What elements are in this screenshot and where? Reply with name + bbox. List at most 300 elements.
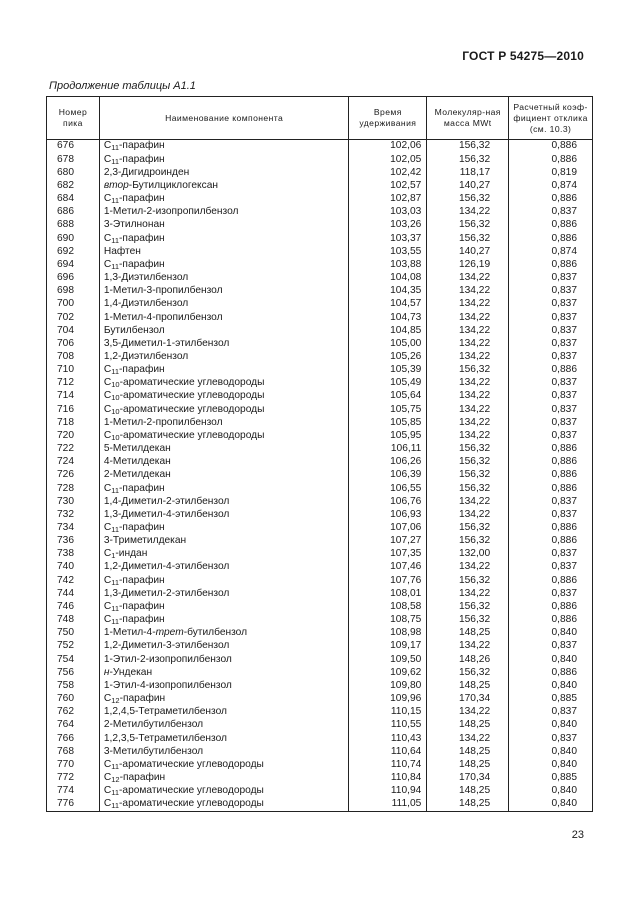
table-body bbox=[47, 140, 593, 812]
retention-time-cell: 106,26 bbox=[349, 456, 427, 469]
component-name-cell: $C_{11}$-парафин bbox=[99, 574, 349, 587]
response-factor-cell: 0,837 bbox=[509, 285, 593, 298]
molecular-weight-cell: 134,22 bbox=[427, 272, 509, 285]
component-name-cell: 1,2-Диметил-3-этилбензол bbox=[99, 640, 349, 653]
molecular-weight-cell: 134,22 bbox=[427, 587, 509, 600]
response-factor-cell: 0,840 bbox=[509, 627, 593, 640]
table-row bbox=[47, 179, 593, 192]
retention-time-cell: 102,05 bbox=[349, 153, 427, 166]
response-factor-cell: 0,886 bbox=[509, 522, 593, 535]
retention-time-cell: 106,39 bbox=[349, 469, 427, 482]
component-name-cell: 1-Этил-4-изопропилбензол bbox=[99, 679, 349, 692]
peak-number-cell: 714 bbox=[47, 390, 100, 403]
peak-number-cell: 756 bbox=[47, 666, 100, 679]
retention-time-cell: 105,49 bbox=[349, 377, 427, 390]
retention-time-cell: 106,55 bbox=[349, 482, 427, 495]
response-factor-cell: 0,837 bbox=[509, 390, 593, 403]
component-name-cell: 3-Метилбутилбензол bbox=[99, 745, 349, 758]
table-row bbox=[47, 535, 593, 548]
response-factor-cell: 0,886 bbox=[509, 456, 593, 469]
component-name-cell: 1-Метил-2-пропилбензол bbox=[99, 416, 349, 429]
peak-number-cell: 744 bbox=[47, 587, 100, 600]
peak-number-cell: 762 bbox=[47, 706, 100, 719]
molecular-weight-cell: 156,32 bbox=[427, 232, 509, 245]
col-header-response-factor: Расчетный коэф-фициент отклика (см. 10.3) bbox=[509, 97, 593, 140]
component-name-cell: $C_{12}$-парафин bbox=[99, 693, 349, 706]
retention-time-cell: 109,80 bbox=[349, 679, 427, 692]
component-name-cell: 1-Метил-4-трет-бутилбензол bbox=[99, 627, 349, 640]
peak-number-cell: 680 bbox=[47, 166, 100, 179]
retention-time-cell: 102,42 bbox=[349, 166, 427, 179]
response-factor-cell: 0,886 bbox=[509, 469, 593, 482]
component-name-cell: $C_{11}$-ароматические углеводороды bbox=[99, 785, 349, 798]
response-factor-cell: 0,886 bbox=[509, 443, 593, 456]
table-row bbox=[47, 153, 593, 166]
table-row bbox=[47, 258, 593, 271]
retention-time-cell: 109,62 bbox=[349, 666, 427, 679]
peak-number-cell: 720 bbox=[47, 429, 100, 442]
retention-time-cell: 110,43 bbox=[349, 732, 427, 745]
peak-number-cell: 678 bbox=[47, 153, 100, 166]
peak-number-cell: 766 bbox=[47, 732, 100, 745]
table-row bbox=[47, 324, 593, 337]
table-row bbox=[47, 587, 593, 600]
table-row bbox=[47, 429, 593, 442]
response-factor-cell: 0,837 bbox=[509, 732, 593, 745]
retention-time-cell: 106,11 bbox=[349, 443, 427, 456]
table-row bbox=[47, 377, 593, 390]
table-row bbox=[47, 232, 593, 245]
retention-time-cell: 102,87 bbox=[349, 193, 427, 206]
response-factor-cell: 0,886 bbox=[509, 666, 593, 679]
peak-number-cell: 694 bbox=[47, 258, 100, 271]
response-factor-cell: 0,886 bbox=[509, 232, 593, 245]
table-caption: Продолжение таблицы А1.1 bbox=[49, 80, 196, 92]
component-name-cell: втор-Бутилциклогексан bbox=[99, 179, 349, 192]
retention-time-cell: 104,57 bbox=[349, 298, 427, 311]
component-name-cell: $C_{11}$-ароматические углеводороды bbox=[99, 758, 349, 771]
retention-time-cell: 107,35 bbox=[349, 548, 427, 561]
molecular-weight-cell: 134,22 bbox=[427, 377, 509, 390]
retention-time-cell: 107,06 bbox=[349, 522, 427, 535]
component-name-cell: $C_{11}$-парафин bbox=[99, 193, 349, 206]
response-factor-cell: 0,837 bbox=[509, 337, 593, 350]
component-name-cell: 1-Метил-4-пропилбензол bbox=[99, 311, 349, 324]
retention-time-cell: 103,03 bbox=[349, 206, 427, 219]
response-factor-cell: 0,837 bbox=[509, 403, 593, 416]
table-row bbox=[47, 600, 593, 613]
retention-time-cell: 110,55 bbox=[349, 719, 427, 732]
molecular-weight-cell: 148,25 bbox=[427, 798, 509, 812]
table-row bbox=[47, 166, 593, 179]
response-factor-cell: 0,886 bbox=[509, 574, 593, 587]
molecular-weight-cell: 134,22 bbox=[427, 351, 509, 364]
molecular-weight-cell: 148,25 bbox=[427, 719, 509, 732]
component-name-cell: н-Ундекан bbox=[99, 666, 349, 679]
peak-number-cell: 728 bbox=[47, 482, 100, 495]
response-factor-cell: 0,837 bbox=[509, 324, 593, 337]
response-factor-cell: 0,840 bbox=[509, 679, 593, 692]
peak-number-cell: 736 bbox=[47, 535, 100, 548]
table-row bbox=[47, 337, 593, 350]
component-name-cell: 5-Метилдекан bbox=[99, 443, 349, 456]
component-name-cell: $C_{11}$-парафин bbox=[99, 364, 349, 377]
retention-time-cell: 102,06 bbox=[349, 140, 427, 154]
response-factor-cell: 0,840 bbox=[509, 719, 593, 732]
components-table bbox=[46, 96, 593, 812]
molecular-weight-cell: 134,22 bbox=[427, 706, 509, 719]
molecular-weight-cell: 156,32 bbox=[427, 600, 509, 613]
retention-time-cell: 106,93 bbox=[349, 508, 427, 521]
peak-number-cell: 740 bbox=[47, 561, 100, 574]
component-name-cell: 1,2-Диэтилбензол bbox=[99, 351, 349, 364]
peak-number-cell: 754 bbox=[47, 653, 100, 666]
component-name-cell: 1-Метил-3-пропилбензол bbox=[99, 285, 349, 298]
response-factor-cell: 0,886 bbox=[509, 193, 593, 206]
retention-time-cell: 110,74 bbox=[349, 758, 427, 771]
table-row bbox=[47, 456, 593, 469]
table-row bbox=[47, 245, 593, 258]
response-factor-cell: 0,819 bbox=[509, 166, 593, 179]
molecular-weight-cell: 156,32 bbox=[427, 443, 509, 456]
peak-number-cell: 686 bbox=[47, 206, 100, 219]
component-name-cell: 1,4-Диметил-2-этилбензол bbox=[99, 495, 349, 508]
component-name-cell: $C_{10}$-ароматические углеводороды bbox=[99, 403, 349, 416]
peak-number-cell: 732 bbox=[47, 508, 100, 521]
peak-number-cell: 772 bbox=[47, 772, 100, 785]
response-factor-cell: 0,886 bbox=[509, 482, 593, 495]
response-factor-cell: 0,874 bbox=[509, 179, 593, 192]
peak-number-cell: 758 bbox=[47, 679, 100, 692]
peak-number-cell: 724 bbox=[47, 456, 100, 469]
retention-time-cell: 103,55 bbox=[349, 245, 427, 258]
response-factor-cell: 0,840 bbox=[509, 653, 593, 666]
table-row bbox=[47, 285, 593, 298]
table-row bbox=[47, 495, 593, 508]
component-name-cell: $C_1$-индан bbox=[99, 548, 349, 561]
response-factor-cell: 0,837 bbox=[509, 587, 593, 600]
molecular-weight-cell: 156,32 bbox=[427, 666, 509, 679]
peak-number-cell: 722 bbox=[47, 443, 100, 456]
retention-time-cell: 109,50 bbox=[349, 653, 427, 666]
molecular-weight-cell: 134,22 bbox=[427, 416, 509, 429]
response-factor-cell: 0,837 bbox=[509, 706, 593, 719]
response-factor-cell: 0,837 bbox=[509, 416, 593, 429]
retention-time-cell: 105,39 bbox=[349, 364, 427, 377]
table-row bbox=[47, 798, 593, 812]
component-name-cell: Нафтен bbox=[99, 245, 349, 258]
molecular-weight-cell: 134,22 bbox=[427, 429, 509, 442]
response-factor-cell: 0,885 bbox=[509, 772, 593, 785]
component-name-cell: 1,3-Диэтилбензол bbox=[99, 272, 349, 285]
peak-number-cell: 718 bbox=[47, 416, 100, 429]
retention-time-cell: 107,27 bbox=[349, 535, 427, 548]
response-factor-cell: 0,874 bbox=[509, 245, 593, 258]
table-row bbox=[47, 640, 593, 653]
table-row bbox=[47, 719, 593, 732]
component-name-cell: $C_{10}$-ароматические углеводороды bbox=[99, 377, 349, 390]
peak-number-cell: 748 bbox=[47, 614, 100, 627]
molecular-weight-cell: 148,26 bbox=[427, 653, 509, 666]
retention-time-cell: 105,75 bbox=[349, 403, 427, 416]
retention-time-cell: 108,58 bbox=[349, 600, 427, 613]
response-factor-cell: 0,837 bbox=[509, 351, 593, 364]
component-name-cell: 3-Триметилдекан bbox=[99, 535, 349, 548]
table-row bbox=[47, 469, 593, 482]
table-header-row bbox=[47, 97, 593, 140]
table-row bbox=[47, 508, 593, 521]
table-row bbox=[47, 693, 593, 706]
table-row bbox=[47, 772, 593, 785]
table-row bbox=[47, 627, 593, 640]
molecular-weight-cell: 134,22 bbox=[427, 311, 509, 324]
retention-time-cell: 104,08 bbox=[349, 272, 427, 285]
response-factor-cell: 0,886 bbox=[509, 140, 593, 154]
peak-number-cell: 764 bbox=[47, 719, 100, 732]
retention-time-cell: 105,64 bbox=[349, 390, 427, 403]
retention-time-cell: 108,01 bbox=[349, 587, 427, 600]
molecular-weight-cell: 148,25 bbox=[427, 785, 509, 798]
retention-time-cell: 103,26 bbox=[349, 219, 427, 232]
molecular-weight-cell: 156,32 bbox=[427, 364, 509, 377]
table-row bbox=[47, 298, 593, 311]
col-header-molecular-weight: Молекуляр-ная масса MWt bbox=[427, 97, 509, 140]
response-factor-cell: 0,840 bbox=[509, 758, 593, 771]
standard-number: ГОСТ Р 54275—2010 bbox=[462, 49, 584, 63]
peak-number-cell: 752 bbox=[47, 640, 100, 653]
response-factor-cell: 0,837 bbox=[509, 298, 593, 311]
response-factor-cell: 0,840 bbox=[509, 785, 593, 798]
retention-time-cell: 110,64 bbox=[349, 745, 427, 758]
response-factor-cell: 0,886 bbox=[509, 153, 593, 166]
retention-time-cell: 102,57 bbox=[349, 179, 427, 192]
molecular-weight-cell: 156,32 bbox=[427, 456, 509, 469]
component-name-cell: 1-Метил-2-изопропилбензол bbox=[99, 206, 349, 219]
component-name-cell: 3,5-Диметил-1-этилбензол bbox=[99, 337, 349, 350]
component-name-cell: $C_{11}$-парафин bbox=[99, 258, 349, 271]
molecular-weight-cell: 134,22 bbox=[427, 732, 509, 745]
molecular-weight-cell: 156,32 bbox=[427, 193, 509, 206]
peak-number-cell: 700 bbox=[47, 298, 100, 311]
component-name-cell: 2-Метилбутилбензол bbox=[99, 719, 349, 732]
retention-time-cell: 103,88 bbox=[349, 258, 427, 271]
component-name-cell: $C_{12}$-парафин bbox=[99, 772, 349, 785]
molecular-weight-cell: 156,32 bbox=[427, 535, 509, 548]
retention-time-cell: 105,85 bbox=[349, 416, 427, 429]
response-factor-cell: 0,885 bbox=[509, 693, 593, 706]
molecular-weight-cell: 156,32 bbox=[427, 140, 509, 154]
molecular-weight-cell: 134,22 bbox=[427, 285, 509, 298]
molecular-weight-cell: 156,32 bbox=[427, 469, 509, 482]
retention-time-cell: 109,17 bbox=[349, 640, 427, 653]
peak-number-cell: 738 bbox=[47, 548, 100, 561]
retention-time-cell: 107,76 bbox=[349, 574, 427, 587]
molecular-weight-cell: 170,34 bbox=[427, 693, 509, 706]
component-name-cell: Бутилбензол bbox=[99, 324, 349, 337]
molecular-weight-cell: 148,25 bbox=[427, 679, 509, 692]
retention-time-cell: 111,05 bbox=[349, 798, 427, 812]
component-name-cell: 1,2,4,5-Тетраметилбензол bbox=[99, 706, 349, 719]
table-row bbox=[47, 219, 593, 232]
molecular-weight-cell: 140,27 bbox=[427, 179, 509, 192]
component-name-cell: 1,2,3,5-Тетраметилбензол bbox=[99, 732, 349, 745]
component-name-cell: 2,3-Дигидроинден bbox=[99, 166, 349, 179]
response-factor-cell: 0,837 bbox=[509, 272, 593, 285]
table-row bbox=[47, 364, 593, 377]
molecular-weight-cell: 156,32 bbox=[427, 522, 509, 535]
component-name-cell: $C_{11}$-парафин bbox=[99, 614, 349, 627]
component-name-cell: 1-Этил-2-изопропилбензол bbox=[99, 653, 349, 666]
molecular-weight-cell: 170,34 bbox=[427, 772, 509, 785]
component-name-cell: $C_{11}$-парафин bbox=[99, 153, 349, 166]
molecular-weight-cell: 118,17 bbox=[427, 166, 509, 179]
molecular-weight-cell: 134,22 bbox=[427, 298, 509, 311]
response-factor-cell: 0,837 bbox=[509, 640, 593, 653]
table-row bbox=[47, 443, 593, 456]
component-name-cell: $C_{11}$-парафин bbox=[99, 522, 349, 535]
peak-number-cell: 688 bbox=[47, 219, 100, 232]
component-name-cell: $C_{11}$-парафин bbox=[99, 482, 349, 495]
component-name-cell: $C_{10}$-ароматические углеводороды bbox=[99, 390, 349, 403]
retention-time-cell: 104,85 bbox=[349, 324, 427, 337]
peak-number-cell: 676 bbox=[47, 140, 100, 154]
molecular-weight-cell: 134,22 bbox=[427, 390, 509, 403]
molecular-weight-cell: 148,25 bbox=[427, 627, 509, 640]
component-name-cell: 1,2-Диметил-4-этилбензол bbox=[99, 561, 349, 574]
peak-number-cell: 730 bbox=[47, 495, 100, 508]
retention-time-cell: 105,26 bbox=[349, 351, 427, 364]
molecular-weight-cell: 134,22 bbox=[427, 206, 509, 219]
molecular-weight-cell: 148,25 bbox=[427, 758, 509, 771]
table-row bbox=[47, 522, 593, 535]
molecular-weight-cell: 156,32 bbox=[427, 482, 509, 495]
molecular-weight-cell: 156,32 bbox=[427, 614, 509, 627]
peak-number-cell: 750 bbox=[47, 627, 100, 640]
molecular-weight-cell: 156,32 bbox=[427, 574, 509, 587]
molecular-weight-cell: 140,27 bbox=[427, 245, 509, 258]
page-number: 23 bbox=[571, 829, 584, 841]
peak-number-cell: 682 bbox=[47, 179, 100, 192]
molecular-weight-cell: 134,22 bbox=[427, 495, 509, 508]
molecular-weight-cell: 134,22 bbox=[427, 403, 509, 416]
peak-number-cell: 698 bbox=[47, 285, 100, 298]
component-name-cell: $C_{11}$-парафин bbox=[99, 232, 349, 245]
table-row bbox=[47, 561, 593, 574]
table-row bbox=[47, 311, 593, 324]
table-row bbox=[47, 482, 593, 495]
peak-number-cell: 768 bbox=[47, 745, 100, 758]
retention-time-cell: 103,37 bbox=[349, 232, 427, 245]
response-factor-cell: 0,837 bbox=[509, 495, 593, 508]
peak-number-cell: 742 bbox=[47, 574, 100, 587]
table-row bbox=[47, 785, 593, 798]
molecular-weight-cell: 134,22 bbox=[427, 640, 509, 653]
molecular-weight-cell: 134,22 bbox=[427, 508, 509, 521]
response-factor-cell: 0,837 bbox=[509, 311, 593, 324]
peak-number-cell: 770 bbox=[47, 758, 100, 771]
table-row bbox=[47, 574, 593, 587]
peak-number-cell: 774 bbox=[47, 785, 100, 798]
peak-number-cell: 760 bbox=[47, 693, 100, 706]
response-factor-cell: 0,886 bbox=[509, 535, 593, 548]
table-row bbox=[47, 732, 593, 745]
retention-time-cell: 108,98 bbox=[349, 627, 427, 640]
component-name-cell: 3-Этилнонан bbox=[99, 219, 349, 232]
peak-number-cell: 708 bbox=[47, 351, 100, 364]
response-factor-cell: 0,837 bbox=[509, 508, 593, 521]
table-row bbox=[47, 548, 593, 561]
component-name-cell: 2-Метилдекан bbox=[99, 469, 349, 482]
retention-time-cell: 105,95 bbox=[349, 429, 427, 442]
response-factor-cell: 0,886 bbox=[509, 364, 593, 377]
component-name-cell: $C_{11}$-ароматические углеводороды bbox=[99, 798, 349, 812]
response-factor-cell: 0,886 bbox=[509, 258, 593, 271]
table-row bbox=[47, 666, 593, 679]
col-header-retention-time: Время удерживания bbox=[349, 97, 427, 140]
response-factor-cell: 0,840 bbox=[509, 798, 593, 812]
component-name-cell: 4-Метилдекан bbox=[99, 456, 349, 469]
molecular-weight-cell: 156,32 bbox=[427, 219, 509, 232]
table-row bbox=[47, 140, 593, 154]
col-header-peak-number: Номер пика bbox=[47, 97, 100, 140]
retention-time-cell: 110,15 bbox=[349, 706, 427, 719]
molecular-weight-cell: 156,32 bbox=[427, 153, 509, 166]
component-name-cell: 1,4-Диэтилбензол bbox=[99, 298, 349, 311]
retention-time-cell: 106,76 bbox=[349, 495, 427, 508]
retention-time-cell: 108,75 bbox=[349, 614, 427, 627]
table-row bbox=[47, 193, 593, 206]
response-factor-cell: 0,886 bbox=[509, 219, 593, 232]
col-header-component-name: Наименование компонента bbox=[99, 97, 349, 140]
table-row bbox=[47, 351, 593, 364]
table-row bbox=[47, 416, 593, 429]
peak-number-cell: 776 bbox=[47, 798, 100, 812]
peak-number-cell: 690 bbox=[47, 232, 100, 245]
peak-number-cell: 704 bbox=[47, 324, 100, 337]
table-row bbox=[47, 206, 593, 219]
response-factor-cell: 0,837 bbox=[509, 548, 593, 561]
peak-number-cell: 692 bbox=[47, 245, 100, 258]
response-factor-cell: 0,837 bbox=[509, 561, 593, 574]
table-row bbox=[47, 758, 593, 771]
table-row bbox=[47, 653, 593, 666]
component-name-cell: 1,3-Диметил-2-этилбензол bbox=[99, 587, 349, 600]
retention-time-cell: 107,46 bbox=[349, 561, 427, 574]
peak-number-cell: 716 bbox=[47, 403, 100, 416]
table-row bbox=[47, 679, 593, 692]
peak-number-cell: 734 bbox=[47, 522, 100, 535]
retention-time-cell: 110,94 bbox=[349, 785, 427, 798]
molecular-weight-cell: 134,22 bbox=[427, 561, 509, 574]
component-name-cell: $C_{10}$-ароматические углеводороды bbox=[99, 429, 349, 442]
retention-time-cell: 105,00 bbox=[349, 337, 427, 350]
molecular-weight-cell: 132,00 bbox=[427, 548, 509, 561]
peak-number-cell: 712 bbox=[47, 377, 100, 390]
response-factor-cell: 0,837 bbox=[509, 429, 593, 442]
response-factor-cell: 0,886 bbox=[509, 600, 593, 613]
peak-number-cell: 746 bbox=[47, 600, 100, 613]
table-row bbox=[47, 745, 593, 758]
molecular-weight-cell: 148,25 bbox=[427, 745, 509, 758]
molecular-weight-cell: 126,19 bbox=[427, 258, 509, 271]
table-row bbox=[47, 403, 593, 416]
response-factor-cell: 0,840 bbox=[509, 745, 593, 758]
molecular-weight-cell: 134,22 bbox=[427, 337, 509, 350]
peak-number-cell: 696 bbox=[47, 272, 100, 285]
component-name-cell: $C_{11}$-парафин bbox=[99, 600, 349, 613]
retention-time-cell: 104,73 bbox=[349, 311, 427, 324]
peak-number-cell: 726 bbox=[47, 469, 100, 482]
